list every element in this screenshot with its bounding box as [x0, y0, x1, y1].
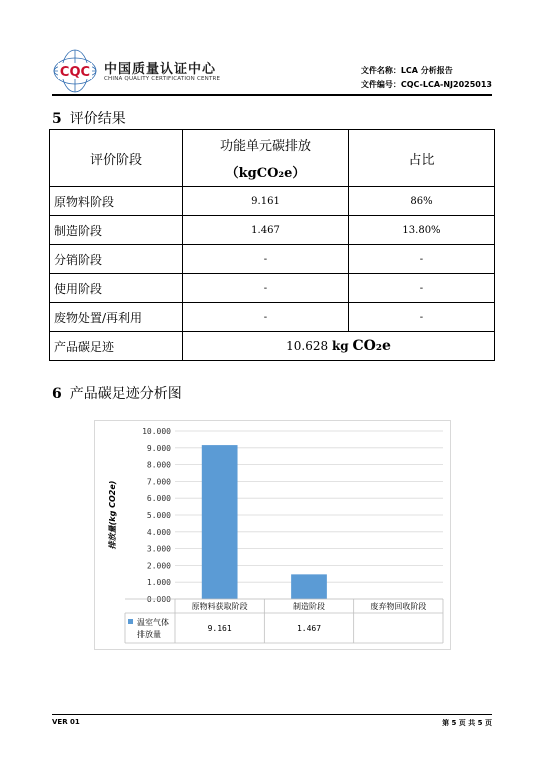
- x-category-label: 废弃物回收阶段: [370, 602, 427, 611]
- row-emission: -: [183, 303, 349, 332]
- row-share: 86%: [349, 187, 495, 216]
- row-stage: 废物处置/再利用: [50, 303, 183, 332]
- table-row: [50, 274, 495, 303]
- total-row: [50, 332, 495, 361]
- row-share: -: [349, 303, 495, 332]
- y-tick-label: 10.000: [142, 427, 171, 436]
- legend-label: 温室气体: [137, 618, 169, 627]
- logo-text: CQC: [59, 65, 91, 80]
- header-emission: [183, 130, 349, 187]
- y-tick-label: 4.000: [146, 527, 171, 537]
- header-stage: 评价阶段: [50, 130, 183, 187]
- row-share: -: [349, 245, 495, 274]
- y-tick-label: 8.000: [146, 460, 171, 470]
- table-row: [50, 245, 495, 274]
- section-number: 5: [52, 111, 62, 127]
- y-tick-label: 0.000: [146, 595, 171, 604]
- row-share: -: [349, 274, 495, 303]
- header-emission-unit: （kgCO₂e）: [225, 166, 306, 181]
- legend-label: 排放量: [137, 630, 161, 639]
- total-unit-kg: kg: [331, 339, 349, 353]
- doc-name: 文件名称：LCA 分析报告: [360, 66, 453, 75]
- carbon-footprint-chart: [94, 420, 451, 650]
- chart-svg: [95, 421, 450, 649]
- y-tick-label: 7.000: [146, 477, 171, 487]
- footer-page-number: 第 5 页 共 5 页: [442, 719, 492, 727]
- section-5-heading: [52, 108, 126, 128]
- brand-name-cn: 中国质量认证中心: [104, 62, 217, 77]
- x-category-label: 制造阶段: [293, 602, 325, 611]
- row-share: 13.80%: [349, 216, 495, 245]
- row-emission: 1.467: [183, 216, 349, 245]
- section-title: 产品碳足迹分析图: [69, 386, 182, 402]
- table-row: [50, 187, 495, 216]
- y-tick-label: 9.000: [146, 443, 171, 453]
- table-row: [50, 216, 495, 245]
- y-tick-label: 6.000: [146, 494, 171, 504]
- y-tick-label: 5.000: [146, 511, 171, 520]
- y-tick-label: 1.000: [146, 578, 171, 588]
- total-value-cell: [183, 332, 495, 361]
- total-value: 10.628: [286, 339, 329, 353]
- bar: [202, 445, 238, 599]
- table-row: [50, 303, 495, 332]
- row-emission: -: [183, 274, 349, 303]
- data-table-value: 1.467: [296, 624, 322, 633]
- x-category-label: 原物料获取阶段: [191, 602, 248, 611]
- total-unit-co2: CO₂e: [352, 338, 391, 354]
- header-divider: [52, 94, 492, 96]
- results-table: [49, 129, 495, 361]
- y-tick-label: 2.000: [146, 561, 171, 571]
- table-header-row: [50, 130, 495, 187]
- footer-divider: [52, 714, 492, 715]
- total-label: 产品碳足迹: [50, 332, 183, 361]
- legend-swatch: [128, 619, 133, 624]
- section-title: 评价结果: [69, 111, 126, 127]
- row-stage: 原物料阶段: [50, 187, 183, 216]
- doc-number: 文件编号：CQC-LCA-NJ2025013: [360, 80, 492, 89]
- header-emission-label: 功能单元碳排放: [219, 139, 311, 154]
- footer-version: VER 01: [52, 718, 80, 726]
- page-header: [52, 48, 492, 94]
- row-stage: 制造阶段: [50, 216, 183, 245]
- row-stage: 使用阶段: [50, 274, 183, 303]
- brand-name-en: CHINA QUALITY CERTIFICATION CENTRE: [104, 76, 221, 82]
- header-share: 占比: [349, 130, 495, 187]
- section-number: 6: [52, 386, 62, 402]
- bar: [291, 574, 327, 599]
- doc-meta: [361, 64, 492, 92]
- row-stage: 分销阶段: [50, 245, 183, 274]
- y-tick-label: 3.000: [146, 544, 171, 554]
- section-6-heading: [52, 383, 182, 403]
- row-emission: 9.161: [183, 187, 349, 216]
- y-axis-title: 排放量(kg CO2e): [108, 480, 117, 550]
- data-table-value: 9.161: [207, 624, 232, 633]
- row-emission: -: [183, 245, 349, 274]
- cqc-logo-icon: [52, 48, 98, 94]
